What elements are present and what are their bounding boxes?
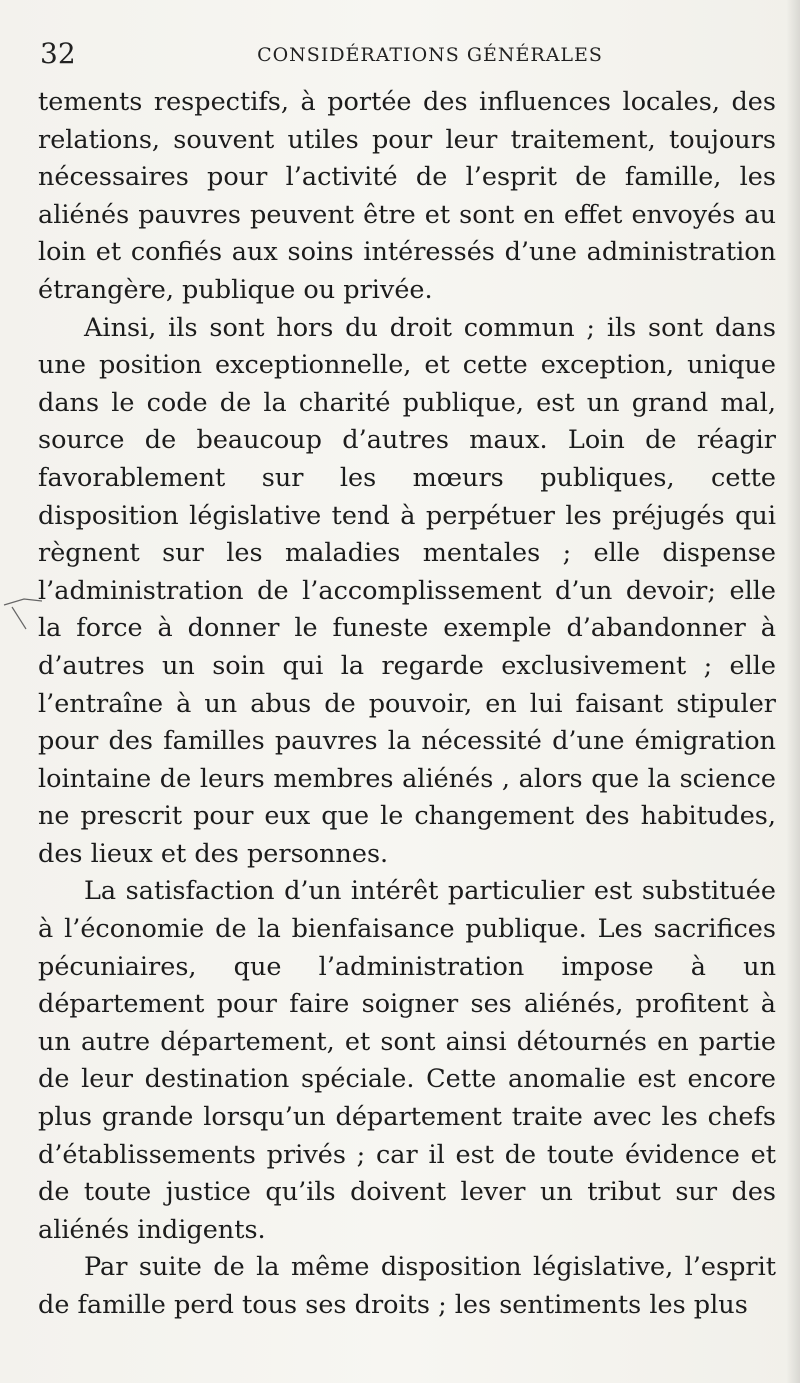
body-text (38, 84, 776, 1325)
paragraph-3: La satisfaction d’un intérêt particulier est substituée à l’économie de la bienfaisance publique. Les sacrifices pécuniaires, que l’administration impose à un département pour faire soigner ses aliénés, profitent à un autre département, et sont ainsi détournés en partie de leur destination spéciale. Cette anomalie est encore plus grande lorsqu’un département traite avec les chefs d’établissements privés ; car il est de toute évidence et de toute justice qu’ils doivent lever un tribut sur des aliénés indigents. (38, 876, 776, 1245)
running-head: CONSIDÉRATIONS GÉNÉRALES (257, 44, 603, 66)
paragraph-2: Ainsi, ils sont hors du droit commun ; ils sont dans une position exceptionnelle, et cette exception, unique dans le code de la charité publique, est un grand mal, source de beaucoup d’autres maux. Loin de réagir favorablement sur les mœurs publiques, cette disposition législative tend à perpétuer les préjugés qui règnent sur les maladies mentales ; elle dispense l’administration de l’accomplissement d’un devoir; elle la force à donner le funeste exemple d’abandonner à d’autres un soin qui la regarde exclusivement ; elle l’entraîne à un abus de pouvoir, en lui faisant stipuler pour des familles pauvres la nécessité d’une émigration lointaine de leurs membres aliénés , alors que la science ne prescrit pour eux que le changement des habitudes, des lieux et des personnes. (38, 312, 776, 869)
page-edge-shadow (786, 0, 800, 1383)
paragraph-4: Par suite de la même disposition législative, l’esprit de famille perd tous ses droits ; les sentiments les plus (38, 1252, 776, 1320)
paragraph-1: tements respectifs, à portée des influences locales, des relations, souvent utiles pour leur traitement, toujours nécessaires pour l’activité de l’esprit de famille, les aliénés pauvres peuvent être et sont en effet envoyés au loin et confiés aux soins intéressés d’une administration étrangère, publique ou privée. (38, 87, 776, 305)
page-number: 32 (40, 37, 76, 70)
margin-pencil-mark (2, 595, 42, 643)
